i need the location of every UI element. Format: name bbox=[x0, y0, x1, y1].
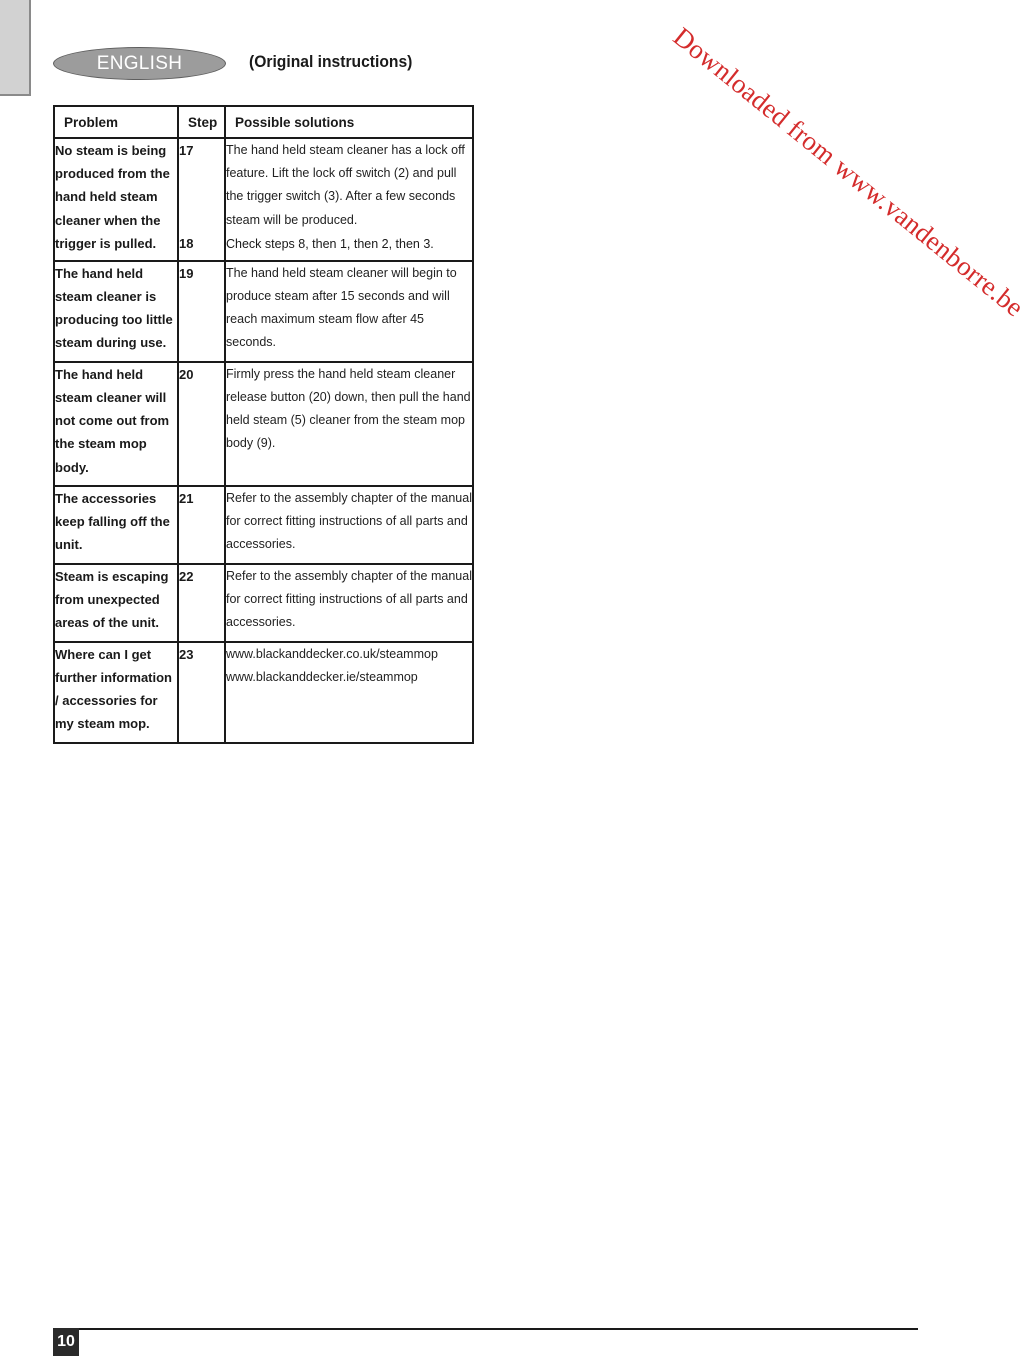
step-cell: 20 bbox=[178, 362, 225, 486]
problem-cell: Steam is escaping from unexpected areas of the unit. bbox=[54, 564, 178, 642]
problem-cell: No steam is being produced from the hand held steam cleaner when the trigger is pulled. bbox=[54, 138, 178, 261]
header-problem: Problem bbox=[54, 106, 178, 138]
troubleshooting-table bbox=[53, 105, 474, 744]
step-cell: 18 bbox=[178, 232, 225, 261]
website-link-ie: www.blackanddecker.ie/steammop bbox=[226, 670, 418, 685]
step-cell: 19 bbox=[178, 261, 225, 362]
footer-rule bbox=[53, 1328, 918, 1330]
website-link-uk: www.blackanddecker.co.uk/steammop bbox=[226, 646, 438, 661]
table-row bbox=[54, 261, 473, 362]
problem-cell: The accessories keep falling off the unit. bbox=[54, 486, 178, 564]
step-cell: 21 bbox=[178, 486, 225, 564]
solution-cell: The hand held steam cleaner will begin to produce steam after 15 seconds and will reach maximum steam flow after 45 seconds. bbox=[225, 261, 473, 362]
step-cell: 17 bbox=[178, 138, 225, 232]
table-row bbox=[54, 362, 473, 486]
table-row bbox=[54, 642, 473, 743]
table-row bbox=[54, 138, 473, 232]
table-row bbox=[54, 564, 473, 642]
solution-cell: Check steps 8, then 1, then 2, then 3. bbox=[225, 232, 473, 261]
problem-cell: The hand held steam cleaner will not come out from the steam mop body. bbox=[54, 362, 178, 486]
solution-cell: Refer to the assembly chapter of the manual for correct fitting instructions of all parts and accessories. bbox=[225, 486, 473, 564]
step-cell: 23 bbox=[178, 642, 225, 743]
step-cell: 22 bbox=[178, 564, 225, 642]
header-step: Step bbox=[178, 106, 225, 138]
header-solutions: Possible solutions bbox=[225, 106, 473, 138]
solution-cell: Firmly press the hand held steam cleaner release button (20) down, then pull the hand held steam (5) cleaner from the steam mop body (9). bbox=[225, 362, 473, 486]
problem-cell: The hand held steam cleaner is producing too little steam during use. bbox=[54, 261, 178, 362]
table-header-row bbox=[54, 106, 473, 138]
page-subtitle: (Original instructions) bbox=[249, 52, 413, 71]
solution-cell: The hand held steam cleaner has a lock off feature. Lift the lock off switch (2) and pull the trigger switch (3). After a few seconds steam will be produced. bbox=[225, 138, 473, 232]
table-row bbox=[54, 486, 473, 564]
page-number: 10 bbox=[53, 1328, 79, 1356]
side-tab-marker bbox=[0, 0, 31, 96]
solution-cell: Refer to the assembly chapter of the manual for correct fitting instructions of all parts and accessories. bbox=[225, 564, 473, 642]
solution-cell bbox=[225, 642, 473, 743]
watermark-text: Downloaded from www.vandenborre.be bbox=[667, 21, 1030, 323]
problem-cell: Where can I get further information / accessories for my steam mop. bbox=[54, 642, 178, 743]
language-badge: ENGLISH bbox=[53, 47, 226, 80]
